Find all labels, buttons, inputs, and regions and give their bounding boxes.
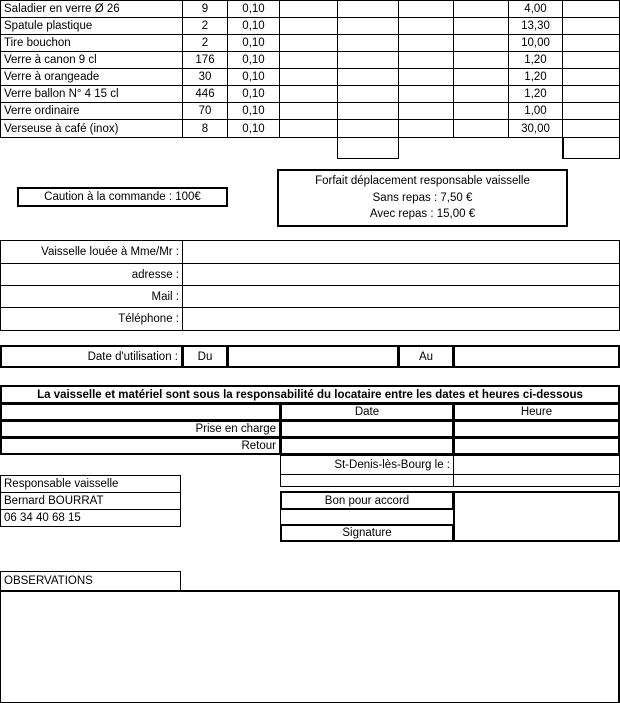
table-cell-quantite[interactable]: 70 — [182, 102, 228, 120]
date-usage-au-input[interactable] — [453, 345, 620, 368]
table-cell-prix[interactable]: 0,10 — [227, 68, 280, 86]
table-cell-blank-1[interactable] — [279, 85, 338, 103]
table-cell-blank-5[interactable] — [562, 0, 620, 18]
responsibility-input-retour-heure[interactable] — [453, 437, 620, 455]
table-cell-valeur[interactable]: 1,20 — [508, 51, 563, 69]
place-date-input[interactable] — [453, 455, 620, 475]
responsibility-input-prise-date[interactable] — [280, 420, 454, 438]
table-cell-blank-2[interactable] — [337, 102, 399, 120]
forfait-sans-repas: Sans repas : 7,50 € — [372, 191, 473, 204]
table-cell-prix[interactable]: 0,10 — [227, 0, 280, 18]
forfait-box — [277, 169, 568, 227]
table-cell-blank-5[interactable] — [562, 119, 620, 138]
place-date-label: St-Denis-lès-Bourg le : — [280, 455, 454, 475]
table-cell-blank-4[interactable] — [453, 34, 509, 52]
client-input-address[interactable] — [182, 263, 620, 286]
responsibility-col-heure: Heure — [453, 403, 620, 421]
caution-label: Caution à la commande : 100€ — [44, 190, 201, 203]
table-cell-blank-2[interactable] — [337, 119, 399, 138]
date-usage-au-label: Au — [398, 345, 454, 368]
table-cell-blank-5[interactable] — [562, 85, 620, 103]
table-cell-blank-4[interactable] — [453, 51, 509, 69]
table-cell-blank-4[interactable] — [453, 68, 509, 86]
forfait-title: Forfait déplacement responsable vaisselle — [315, 174, 530, 187]
date-usage-du-label: Du — [182, 345, 228, 368]
table-cell-prix[interactable]: 0,10 — [227, 51, 280, 69]
responsable-phone: 06 34 40 68 15 — [0, 509, 181, 527]
table-cell-blank-3[interactable] — [398, 102, 454, 120]
table-cell-blank-4[interactable] — [453, 17, 509, 35]
table-cell-prix[interactable]: 0,10 — [227, 34, 280, 52]
table-cell-valeur[interactable]: 1,20 — [508, 68, 563, 86]
table-cell-blank-2[interactable] — [337, 85, 399, 103]
table-cell-blank-2[interactable] — [337, 51, 399, 69]
table-cell-quantite[interactable]: 446 — [182, 85, 228, 103]
date-usage-du-input[interactable] — [227, 345, 399, 368]
table-cell-quantite[interactable]: 2 — [182, 17, 228, 35]
table-cell-designation[interactable]: Verre ordinaire — [0, 102, 183, 120]
place-date-spacer-left — [280, 474, 454, 487]
responsibility-input-retour-date[interactable] — [280, 437, 454, 455]
table-cell-blank-5[interactable] — [562, 17, 620, 35]
responsibility-input-prise-heure[interactable] — [453, 420, 620, 438]
client-label-phone: Téléphone : — [0, 307, 183, 331]
responsibility-label-prise-en-charge: Prise en charge — [0, 420, 281, 438]
accord-blank-row — [280, 509, 454, 525]
table-cell-quantite[interactable]: 30 — [182, 68, 228, 86]
table-cell-blank-5[interactable] — [562, 51, 620, 69]
table-cell-blank-1[interactable] — [279, 102, 338, 120]
table-cell-designation[interactable]: Verre à canon 9 cl — [0, 51, 183, 69]
table-cell-designation[interactable]: Spatule plastique — [0, 17, 183, 35]
responsibility-col-blank — [0, 403, 281, 421]
table-cell-valeur[interactable]: 13,30 — [508, 17, 563, 35]
table-cell-blank-5[interactable] — [562, 102, 620, 120]
client-input-name[interactable] — [182, 240, 620, 264]
table-cell-designation[interactable]: Verseuse à café (inox) — [0, 119, 183, 138]
bon-pour-accord-label: Bon pour accord — [280, 491, 454, 510]
table-cell-blank-2[interactable] — [337, 34, 399, 52]
client-label-mail: Mail : — [0, 285, 183, 308]
table-cell-prix[interactable]: 0,10 — [227, 119, 280, 138]
client-label-address: adresse : — [0, 263, 183, 286]
client-label-name: Vaisselle louée à Mme/Mr : — [0, 240, 183, 264]
observations-input[interactable] — [0, 590, 620, 703]
table-total-cell-right[interactable] — [562, 137, 620, 159]
client-input-mail[interactable] — [182, 285, 620, 308]
table-cell-blank-3[interactable] — [398, 34, 454, 52]
responsable-title: Responsable vaisselle — [0, 475, 181, 493]
date-usage-label: Date d'utilisation : — [0, 345, 183, 368]
table-cell-quantite[interactable]: 8 — [182, 119, 228, 138]
table-cell-valeur[interactable]: 1,00 — [508, 102, 563, 120]
table-cell-valeur[interactable]: 1,20 — [508, 85, 563, 103]
table-cell-blank-1[interactable] — [279, 119, 338, 138]
table-cell-blank-3[interactable] — [398, 17, 454, 35]
table-cell-quantite[interactable]: 2 — [182, 34, 228, 52]
table-cell-blank-4[interactable] — [453, 102, 509, 120]
table-cell-blank-4[interactable] — [453, 119, 509, 138]
table-cell-valeur[interactable]: 10,00 — [508, 34, 563, 52]
table-cell-designation[interactable]: Verre à orangeade — [0, 68, 183, 86]
table-cell-quantite[interactable]: 9 — [182, 0, 228, 18]
table-cell-blank-2[interactable] — [337, 0, 399, 18]
table-cell-quantite[interactable]: 176 — [182, 51, 228, 69]
table-cell-blank-3[interactable] — [398, 68, 454, 86]
table-cell-valeur[interactable]: 4,00 — [508, 0, 563, 18]
table-cell-designation[interactable]: Verre ballon N° 4 15 cl — [0, 85, 183, 103]
table-cell-designation[interactable]: Saladier en verre Ø 26 — [0, 0, 183, 18]
table-cell-blank-5[interactable] — [562, 68, 620, 86]
table-cell-blank-1[interactable] — [279, 51, 338, 69]
table-cell-designation[interactable]: Tire bouchon — [0, 34, 183, 52]
table-cell-blank-2[interactable] — [337, 17, 399, 35]
table-cell-blank-3[interactable] — [398, 85, 454, 103]
responsibility-header: La vaisselle et matériel sont sous la responsabilité du locataire entre les dates et heures ci-dessous — [0, 385, 620, 404]
table-cell-blank-3[interactable] — [398, 51, 454, 69]
signature-input[interactable] — [453, 491, 620, 542]
table-cell-prix[interactable]: 0,10 — [227, 17, 280, 35]
forfait-avec-repas: Avec repas : 15,00 € — [369, 208, 476, 221]
table-cell-blank-3[interactable] — [398, 119, 454, 138]
table-cell-blank-1[interactable] — [279, 34, 338, 52]
table-cell-blank-4[interactable] — [453, 85, 509, 103]
table-cell-blank-1[interactable] — [279, 0, 338, 18]
observations-label: OBSERVATIONS — [0, 571, 181, 591]
table-cell-valeur[interactable]: 30,00 — [508, 119, 563, 138]
table-cell-blank-5[interactable] — [562, 34, 620, 52]
client-input-phone[interactable] — [182, 307, 620, 331]
table-cell-blank-4[interactable] — [453, 0, 509, 18]
table-cell-blank-2[interactable] — [337, 68, 399, 86]
table-cell-blank-3[interactable] — [398, 0, 454, 18]
signature-label: Signature — [280, 524, 454, 542]
table-cell-prix[interactable]: 0,10 — [227, 102, 280, 120]
responsibility-label-retour: Retour — [0, 437, 281, 455]
place-date-spacer-right — [453, 474, 620, 487]
responsibility-col-date: Date — [280, 403, 454, 421]
table-cell-blank-1[interactable] — [279, 17, 338, 35]
table-cell-prix[interactable]: 0,10 — [227, 85, 280, 103]
caution-box[interactable] — [17, 187, 228, 207]
table-total-cell-left[interactable] — [337, 137, 399, 159]
responsable-name: Bernard BOURRAT — [0, 492, 181, 510]
table-cell-blank-1[interactable] — [279, 68, 338, 86]
